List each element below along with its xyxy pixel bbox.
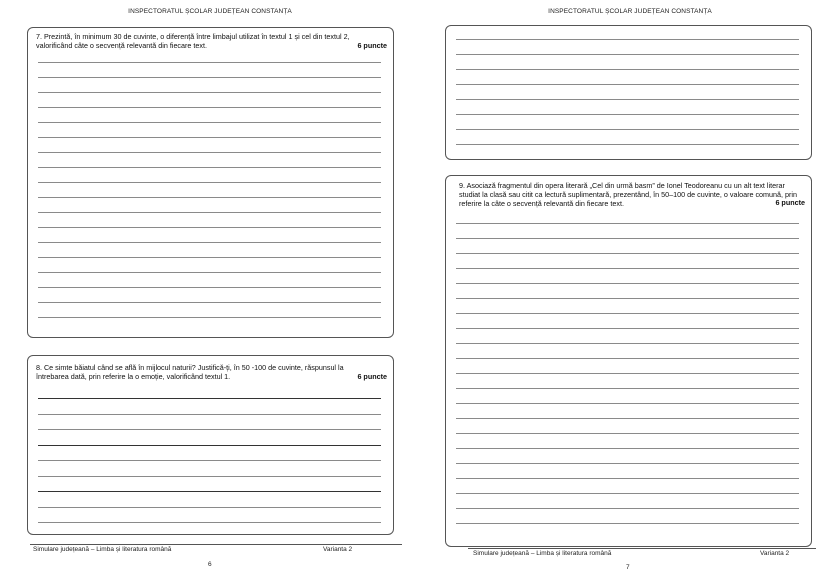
answer-line	[456, 448, 799, 449]
answer-line	[38, 152, 381, 153]
answer-line	[38, 460, 381, 461]
answer-line	[38, 122, 381, 123]
answer-line	[456, 69, 799, 70]
page-number: 7	[626, 564, 630, 571]
answer-line	[38, 429, 381, 430]
page-header: INSPECTORATUL ȘCOLAR JUDEȚEAN CONSTANȚA	[128, 8, 292, 15]
answer-line	[38, 414, 381, 415]
question-8-box	[27, 355, 394, 535]
footer-rule	[468, 548, 816, 549]
answer-line	[456, 114, 799, 115]
question-7-text-line2: valorificând câte o secvență relevantă din fiecare text.	[36, 41, 207, 50]
continuation-box	[445, 25, 812, 160]
answer-line	[38, 167, 381, 168]
footer-variant: Varianta 2	[323, 546, 353, 553]
answer-line	[456, 223, 799, 224]
answer-line	[38, 107, 381, 108]
answer-line	[38, 92, 381, 93]
question-8-answer-lines[interactable]	[38, 398, 381, 528]
answer-line	[38, 212, 381, 213]
answer-line	[456, 388, 799, 389]
question-8-text-line2: întrebarea dată, prin referire la o emoție, valorificând textul 1.	[36, 372, 231, 381]
answer-line	[456, 84, 799, 85]
answer-line	[456, 99, 799, 100]
answer-line	[456, 463, 799, 464]
answer-line	[456, 253, 799, 254]
answer-line	[38, 476, 381, 477]
question-7-box	[27, 27, 394, 338]
answer-line	[38, 62, 381, 63]
answer-line	[456, 343, 799, 344]
question-7-text-line1: 7. Prezintă, în minimum 30 de cuvinte, o diferență între limbajul utilizat în textul 1 și cel din textul 2,	[36, 32, 350, 41]
answer-line	[456, 238, 799, 239]
answer-line	[38, 491, 381, 492]
answer-line	[38, 398, 381, 399]
answer-line	[456, 373, 799, 374]
answer-line	[38, 182, 381, 183]
answer-line	[456, 403, 799, 404]
question-7-points: 6 puncte	[357, 41, 387, 50]
answer-line	[456, 358, 799, 359]
answer-line	[456, 129, 799, 130]
answer-line	[38, 257, 381, 258]
footer-rule	[30, 544, 402, 545]
question-9-points: 6 puncte	[775, 198, 805, 207]
answer-line	[456, 283, 799, 284]
answer-line	[38, 317, 381, 318]
answer-line	[456, 493, 799, 494]
footer-variant: Varianta 2	[760, 550, 790, 557]
answer-line	[456, 508, 799, 509]
continuation-answer-lines[interactable]	[456, 39, 799, 154]
answer-line	[456, 523, 799, 524]
answer-line	[38, 272, 381, 273]
answer-line	[456, 268, 799, 269]
answer-line	[38, 287, 381, 288]
answer-line	[38, 197, 381, 198]
answer-line	[456, 39, 799, 40]
answer-line	[456, 478, 799, 479]
answer-line	[38, 302, 381, 303]
answer-line	[456, 54, 799, 55]
footer-subject: Simulare județeană – Limba și literatura română	[473, 550, 612, 557]
question-9-text-line1: 9. Asociază fragmentul din opera literară „Cel din urmă basm” de Ionel Teodoreanu cu un alt text literar	[459, 181, 785, 190]
answer-line	[456, 298, 799, 299]
answer-line	[456, 433, 799, 434]
question-9-text-line3: referire la câte o secvență relevantă din fiecare text.	[459, 199, 625, 208]
answer-line	[38, 137, 381, 138]
answer-line	[456, 144, 799, 145]
answer-line	[456, 418, 799, 419]
footer-subject: Simulare județeană – Limba și literatura română	[33, 546, 172, 553]
page-7	[420, 0, 840, 578]
answer-line	[38, 242, 381, 243]
question-9-answer-lines[interactable]	[456, 223, 799, 538]
question-8-points: 6 puncte	[357, 372, 387, 381]
page-header: INSPECTORATUL ȘCOLAR JUDEȚEAN CONSTANȚA	[548, 8, 712, 15]
answer-line	[38, 227, 381, 228]
question-9-text-line2: studiat la clasă sau citit ca lectură suplimentară, prezentând, în 50–100 de cuvinte, o valoare comună, prin	[459, 190, 798, 199]
answer-line	[456, 328, 799, 329]
question-8-text-line1: 8. Ce simte băiatul când se află în mijlocul naturii? Justifică-ți, în 50 -100 de cuvinte, răspunsul la	[36, 363, 344, 372]
answer-line	[38, 522, 381, 523]
question-9-box	[445, 175, 812, 547]
answer-line	[38, 445, 381, 446]
answer-line	[456, 313, 799, 314]
page-number: 6	[208, 561, 212, 568]
question-7-answer-lines[interactable]	[38, 62, 381, 330]
answer-line	[38, 77, 381, 78]
answer-line	[38, 507, 381, 508]
